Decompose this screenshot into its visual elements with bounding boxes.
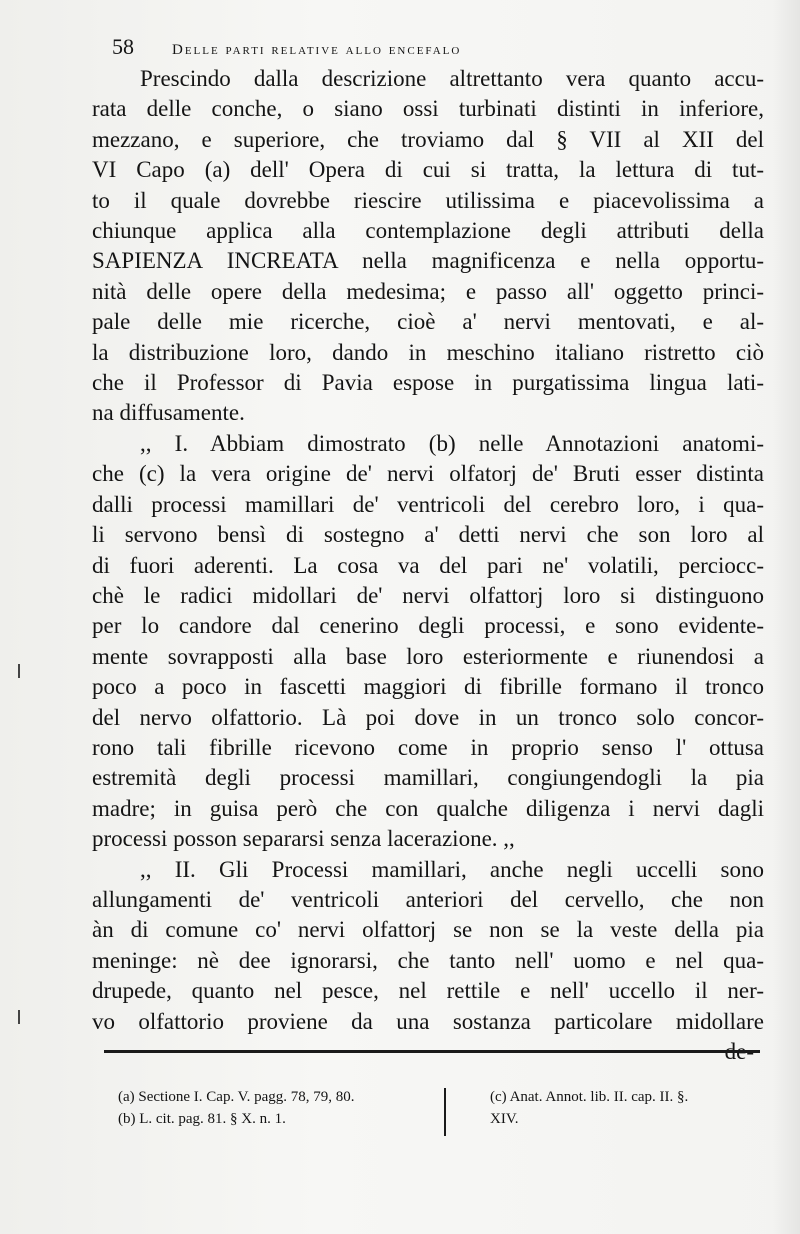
text-line: rono tali fibrille ricevono come in proprio senso l' ottusa — [92, 734, 764, 760]
footnote-b: (b) L. cit. pag. 81. § X. n. 1. — [118, 1111, 286, 1127]
text-line: VI Capo (a) dell' Opera di cui si tratta, la lettura di tut- — [92, 157, 764, 183]
text-line: meninge: nè dee ignorarsi, che tanto nell' uomo e nel qua- — [92, 947, 764, 973]
text-line: allungamenti de' ventricoli anteriori del cervello, che non — [92, 886, 764, 912]
text-line: la distribuzione loro, dando in meschino italiano ristretto ciò — [92, 339, 764, 365]
page-number: 58 — [112, 34, 134, 59]
page-edge-shadow — [772, 0, 800, 1234]
text-line: chiunque applica alla contemplazione degli attributi della — [92, 218, 764, 244]
text-line: ,, II. Gli Processi mamillari, anche negli uccelli sono — [140, 856, 764, 882]
text-line: ,, I. Abbiam dimostrato (b) nelle Annotazioni anatomi- — [140, 430, 764, 456]
text-line: per lo candore dal cenerino degli processi, e sono evidente- — [92, 613, 764, 639]
text-line: processi posson separarsi senza lacerazione. ,, — [92, 826, 515, 852]
text-line: àn di comune co' nervi olfattorj se non se la veste della pia — [92, 917, 764, 943]
text-line: madre; in guisa però che con qualche diligenza i nervi dagli — [92, 795, 764, 821]
text-line: nità delle opere della medesima; e passo all' oggetto princi- — [92, 278, 764, 304]
footnote-c-continued: XIV. — [490, 1111, 519, 1127]
text-line: mezzano, e superiore, che troviamo dal § VII al XII del — [92, 126, 764, 152]
margin-mark — [18, 664, 20, 678]
running-head: Delle parti relative allo encefalo — [172, 42, 462, 58]
footnote-c: (c) Anat. Annot. lib. II. cap. II. §. — [490, 1089, 689, 1105]
text-line: mente sovrapposti alla base loro esteriormente e riunendosi a — [92, 643, 764, 669]
page-header — [112, 34, 752, 60]
text-line: dalli processi mamillari de' ventricoli del cerebro loro, i qua- — [92, 491, 764, 517]
text-line: rata delle conche, o siano ossi turbinati distinti in inferiore, — [92, 96, 764, 122]
text-line: di fuori aderenti. La cosa va del pari ne' volatili, perciocc- — [92, 552, 764, 578]
text-line: SAPIENZA INCREATA nella magnificenza e nella opportu- — [92, 248, 764, 274]
text-line: vo olfattorio proviene da una sostanza particolare midollare — [92, 1008, 764, 1034]
text-line: drupede, quanto nel pesce, nel rettile e nell' uccello il ner- — [92, 978, 764, 1004]
text-line: poco a poco in fascetti maggiori di fibrille formano il tronco — [92, 674, 764, 700]
footnotes-left — [118, 1086, 438, 1130]
text-line: estremità degli processi mamillari, congiungendogli la pia — [92, 765, 764, 791]
text-line: na diffusamente. — [92, 400, 245, 426]
margin-mark — [18, 1010, 20, 1024]
text-line: chè le radici midollari de' nervi olfattorj loro si distinguono — [92, 582, 764, 608]
text-line: del nervo olfattorio. Là poi dove in un tronco solo concor- — [92, 704, 764, 730]
body-text — [92, 64, 764, 1067]
text-line: Prescindo dalla descrizione altrettanto vera quanto accu- — [140, 66, 764, 91]
catchword: de- — [724, 1039, 754, 1064]
footnote-a: (a) Sectione I. Cap. V. pagg. 78, 79, 80. — [118, 1089, 355, 1105]
footnotes-right — [490, 1086, 770, 1130]
text-line: che (c) la vera origine de' nervi olfatorj de' Bruti esser distinta — [92, 461, 764, 487]
footnote-divider — [444, 1088, 446, 1136]
text-line: li servono bensì di sostegno a' detti nervi che son loro al — [92, 522, 764, 548]
text-line: to il quale dovrebbe riescire utilissima e piacevolissima a — [92, 187, 764, 213]
text-line: pale delle mie ricerche, cioè a' nervi mentovati, e al- — [92, 309, 764, 335]
text-line: che il Professor di Pavia espose in purgatissima lingua lati- — [92, 370, 764, 396]
footnote-rule — [104, 1050, 760, 1053]
